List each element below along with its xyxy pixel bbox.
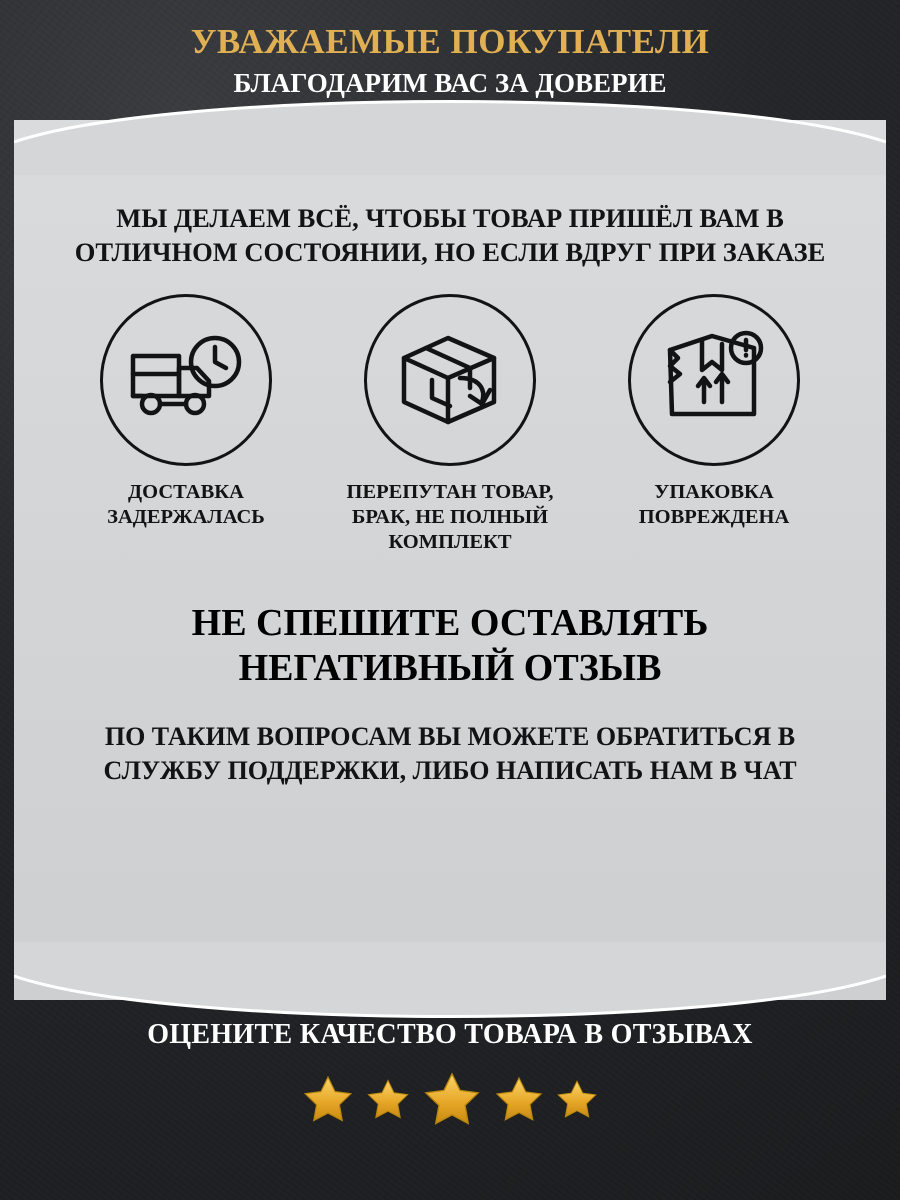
- support-text: ПО ТАКИМ ВОПРОСАМ ВЫ МОЖЕТЕ ОБРАТИТЬСЯ В СЛУЖБУ ПОДДЕРЖКИ, ЛИБО НАПИСАТЬ НАМ В ЧАТ: [103, 722, 797, 785]
- issue-caption: ДОСТАВКА ЗАДЕРЖАЛАСЬ: [107, 480, 265, 528]
- star-icon[interactable]: [299, 1072, 357, 1128]
- star-icon[interactable]: [491, 1073, 547, 1127]
- footer-title: ОЦЕНИТЕ КАЧЕСТВО ТОВАРА В ОТЗЫВАХ: [147, 1019, 753, 1050]
- headline-text: НЕ СПЕШИТЕ ОСТАВЛЯТЬ НЕГАТИВНЫЙ ОТЗЫВ: [191, 601, 709, 690]
- header-subtitle: БЛАГОДАРИМ ВАС ЗА ДОВЕРИЕ: [233, 68, 667, 99]
- rating-stars[interactable]: [0, 1068, 900, 1132]
- issues-row: [14, 270, 886, 555]
- header-title: УВАЖАЕМЫЕ ПОКУПАТЕЛИ: [190, 22, 710, 61]
- intro-text: МЫ ДЕЛАЕМ ВСЁ, ЧТОБЫ ТОВАР ПРИШЁЛ ВАМ В ОТЛИЧНОМ СОСТОЯНИИ, НО ЕСЛИ ВДРУГ ПРИ ЗАКАЗЕ: [74, 203, 826, 267]
- issue-caption: ПЕРЕПУТАН ТОВАР, БРАК, НЕ ПОЛНЫЙ КОМПЛЕКТ: [346, 480, 554, 553]
- issue-item-damaged-package: [594, 294, 834, 530]
- star-icon[interactable]: [363, 1076, 413, 1124]
- icon-circle: [364, 294, 536, 466]
- box-return-arrow-icon: [394, 328, 506, 432]
- issue-item-wrong-item: [330, 294, 570, 555]
- footer: [0, 990, 900, 1200]
- damaged-package-icon: [658, 328, 770, 432]
- icon-circle: [628, 294, 800, 466]
- delivery-truck-clock-icon: [127, 334, 245, 426]
- header: [0, 0, 900, 100]
- star-icon[interactable]: [553, 1077, 601, 1123]
- icon-circle: [100, 294, 272, 466]
- issue-item-delivery-delay: [66, 294, 306, 530]
- star-icon[interactable]: [419, 1068, 485, 1132]
- issue-caption: УПАКОВКА ПОВРЕЖДЕНА: [638, 480, 790, 528]
- main-content: [14, 170, 886, 990]
